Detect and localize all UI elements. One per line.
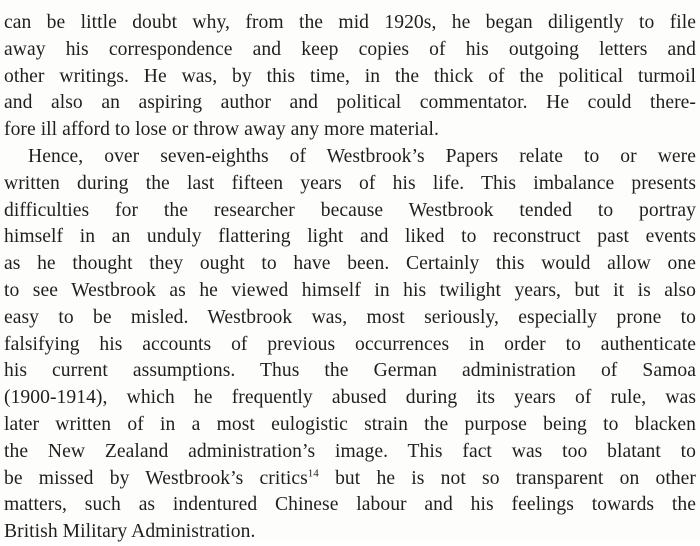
text-line: the New Zealand administration’s image. This fact was too blatant to (4, 440, 696, 462)
text-segment: be missed by Westbrook’s critics (4, 467, 308, 489)
text-line-with-footnote (4, 466, 696, 493)
text-segment: but he is not so transparent on other (335, 467, 697, 489)
paragraph-1 (4, 10, 696, 144)
text-line: difficulties for the researcher because Westbrook tended to portray (4, 199, 696, 221)
text-line: and also an aspiring author and political commentator. He could there- (4, 92, 696, 114)
text-line: himself in an unduly flattering light and liked to reconstruct past events (4, 226, 696, 248)
text-line: falsifying his accounts of previous occurrences in order to authenticate (4, 333, 696, 355)
text-line: written during the last fifteen years of his life. This imbalance presents (4, 172, 696, 194)
body-text (4, 10, 696, 546)
text-line: his current assumptions. Thus the German administration of Samoa (4, 360, 696, 382)
text-line: as he thought they ought to have been. Certainly this would allow one (4, 253, 696, 275)
text-line: later written of in a most eulogistic strain the purpose being to blacken (4, 413, 696, 435)
text-line: to see Westbrook as he viewed himself in his twilight years, but it is also (4, 279, 696, 301)
text-line: (1900-1914), which he frequently abused during its years of rule, was (4, 387, 696, 409)
text-line: away his correspondence and keep copies of his outgoing letters and (4, 38, 696, 60)
text-line: can be little doubt why, from the mid 1920s, he began diligently to file (4, 12, 696, 33)
text-line: British Military Administration. (4, 521, 256, 543)
text-line: easy to be misled. Westbrook was, most seriously, especially prone to (4, 306, 696, 328)
text-line: other writings. He was, by this time, in the thick of the political turmoil (4, 65, 696, 87)
text-line: matters, such as indentured Chinese labour and his feelings towards the (4, 494, 696, 516)
text-line: Hence, over seven-eighths of Westbrook’s Papers relate to or were (28, 145, 696, 167)
paragraph-2 (4, 144, 696, 546)
text-line: fore ill afford to lose or throw away any more material. (4, 119, 439, 141)
footnote-reference: 14 (307, 467, 319, 480)
